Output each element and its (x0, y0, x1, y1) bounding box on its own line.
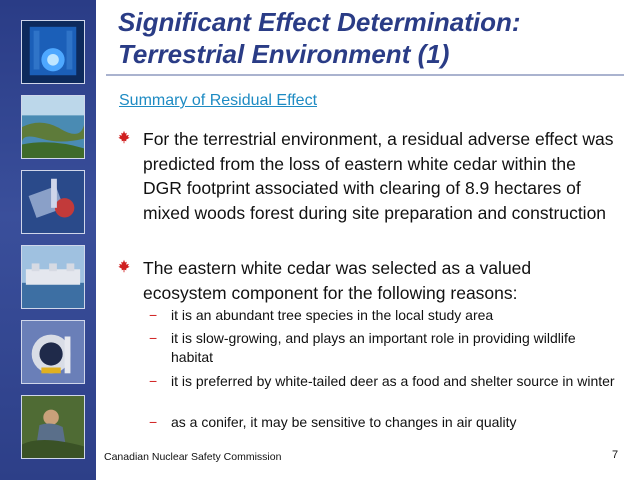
sub-bullet-item (149, 329, 619, 367)
robotic-equipment-photo (21, 170, 85, 234)
sub-bullet-text: as a conifer, it may be sensitive to changes in air quality (171, 414, 517, 430)
sub-bullet-text: it is slow-growing, and plays an important role in providing wildlife habitat (171, 330, 576, 365)
bullet-text: For the terrestrial environment, a residual adverse effect was predicted from the loss of eastern white cedar within the DGR footprint associated with clearing of 8.9 hectares of mixed woods forest during site preparation and construction (143, 129, 614, 223)
bullet-item (117, 127, 617, 225)
footer-organization: Canadian Nuclear Safety Commission (104, 451, 282, 463)
sub-bullet-item (149, 372, 619, 391)
dash-icon: − (149, 330, 158, 346)
dash-icon: − (149, 414, 158, 430)
reactor-pool-photo (21, 20, 85, 84)
sub-bullet-text: it is preferred by white-tailed deer as a food and shelter source in winter (171, 373, 615, 389)
sub-bullet-item (149, 413, 619, 432)
coastline-aerial-photo (21, 95, 85, 159)
nuclear-plant-photo (21, 245, 85, 309)
sub-bullet-item (149, 306, 619, 325)
section-subtitle-link[interactable]: Summary of Residual Effect (119, 92, 318, 109)
maple-leaf-icon (117, 259, 131, 273)
bullet-item (117, 256, 617, 305)
sub-bullet-text: it is an abundant tree species in the local study area (171, 307, 494, 323)
bullet-text: The eastern white cedar was selected as a valued ecosystem component for the following reasons: (143, 258, 532, 303)
field-sampling-photo (21, 395, 85, 459)
title-divider (106, 74, 624, 76)
slide-title (118, 6, 630, 70)
dash-icon: − (149, 307, 158, 323)
title-line-2: Terrestrial Environment (1) (118, 39, 450, 69)
maple-leaf-icon (117, 130, 131, 144)
page-number: 7 (612, 449, 619, 461)
title-line-1: Significant Effect Determination: (118, 7, 521, 37)
radiation-monitor-photo (21, 320, 85, 384)
sidebar-photo-strip (0, 0, 96, 480)
dash-icon: − (149, 373, 158, 389)
